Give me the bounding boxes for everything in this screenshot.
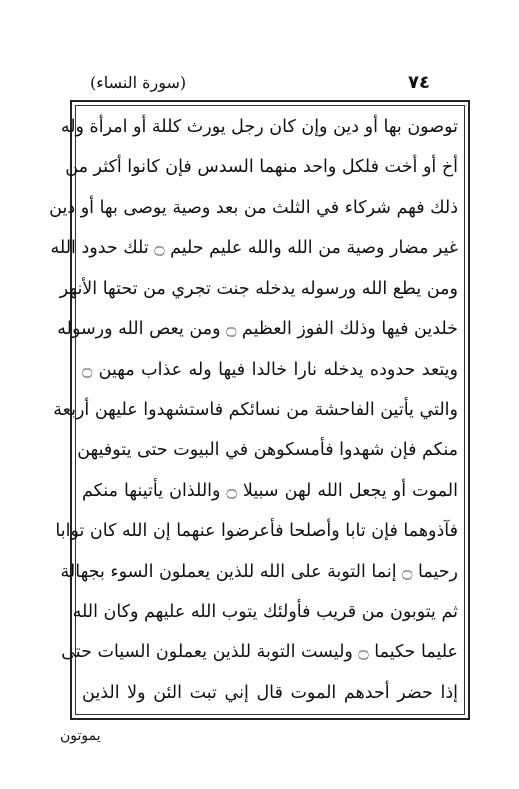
text-line: فآذوهما فإن تابا وأصلحا فأعرضوا عنهما إن الله كان توابا bbox=[55, 521, 458, 542]
text-line: منكم فإن شهدوا فأمسكوهن في البيوت حتى يتوفيهن bbox=[77, 440, 458, 461]
text-line: ويتعد حدوده يدخله نارا خالدا فيها وله عذاب مهين ۝ bbox=[82, 359, 458, 380]
text-body bbox=[49, 106, 464, 714]
text-line: ومن يطع الله ورسوله يدخله جنت تجري من تحتها الأنهر bbox=[59, 278, 458, 299]
text-line: والتي يأتين الفاحشة من نسائكم فاستشهدوا عليهن أربعة bbox=[53, 399, 458, 420]
page-number: ٧٤ bbox=[408, 71, 430, 93]
text-line: توصون بها أو دين وإن كان رجل يورث كللة أو امرأة وله bbox=[60, 117, 458, 137]
text-line: عليما حكيما ۝ وليست التوبة للذين يعملون السيات حتى bbox=[61, 642, 458, 663]
text-line: ذلك فهم شركاء في الثلث من بعد وصية يوصى بها أو دين bbox=[49, 197, 458, 218]
text-line: الموت أو يجعل الله لهن سبيلا ۝ واللذان يأتينها منكم bbox=[82, 480, 458, 501]
text-line: ثم يتوبون من قريب فأولئك يتوب الله عليهم وكان الله bbox=[72, 602, 458, 623]
catchword: يموتون bbox=[60, 728, 101, 744]
text-line: غير مضار وصية من الله والله عليم حليم ۝ تلك حدود الله bbox=[50, 238, 458, 259]
page-header bbox=[90, 68, 430, 96]
text-line: أخ أو أخت فلكل واحد منهما السدس فإن كانوا أكثر من bbox=[65, 157, 458, 178]
text-line: رحيما ۝ إنما التوبة على الله للذين يعملون السوء بجهالة bbox=[60, 561, 458, 582]
text-line: إذا حضر أحدهم الموت قال إني تبت الئن ولا الذين bbox=[82, 682, 458, 703]
text-line: خلدين فيها وذلك الفوز العظيم ۝ ومن يعص الله ورسوله bbox=[57, 319, 458, 340]
surah-title: (سورة النساء) bbox=[90, 72, 187, 92]
